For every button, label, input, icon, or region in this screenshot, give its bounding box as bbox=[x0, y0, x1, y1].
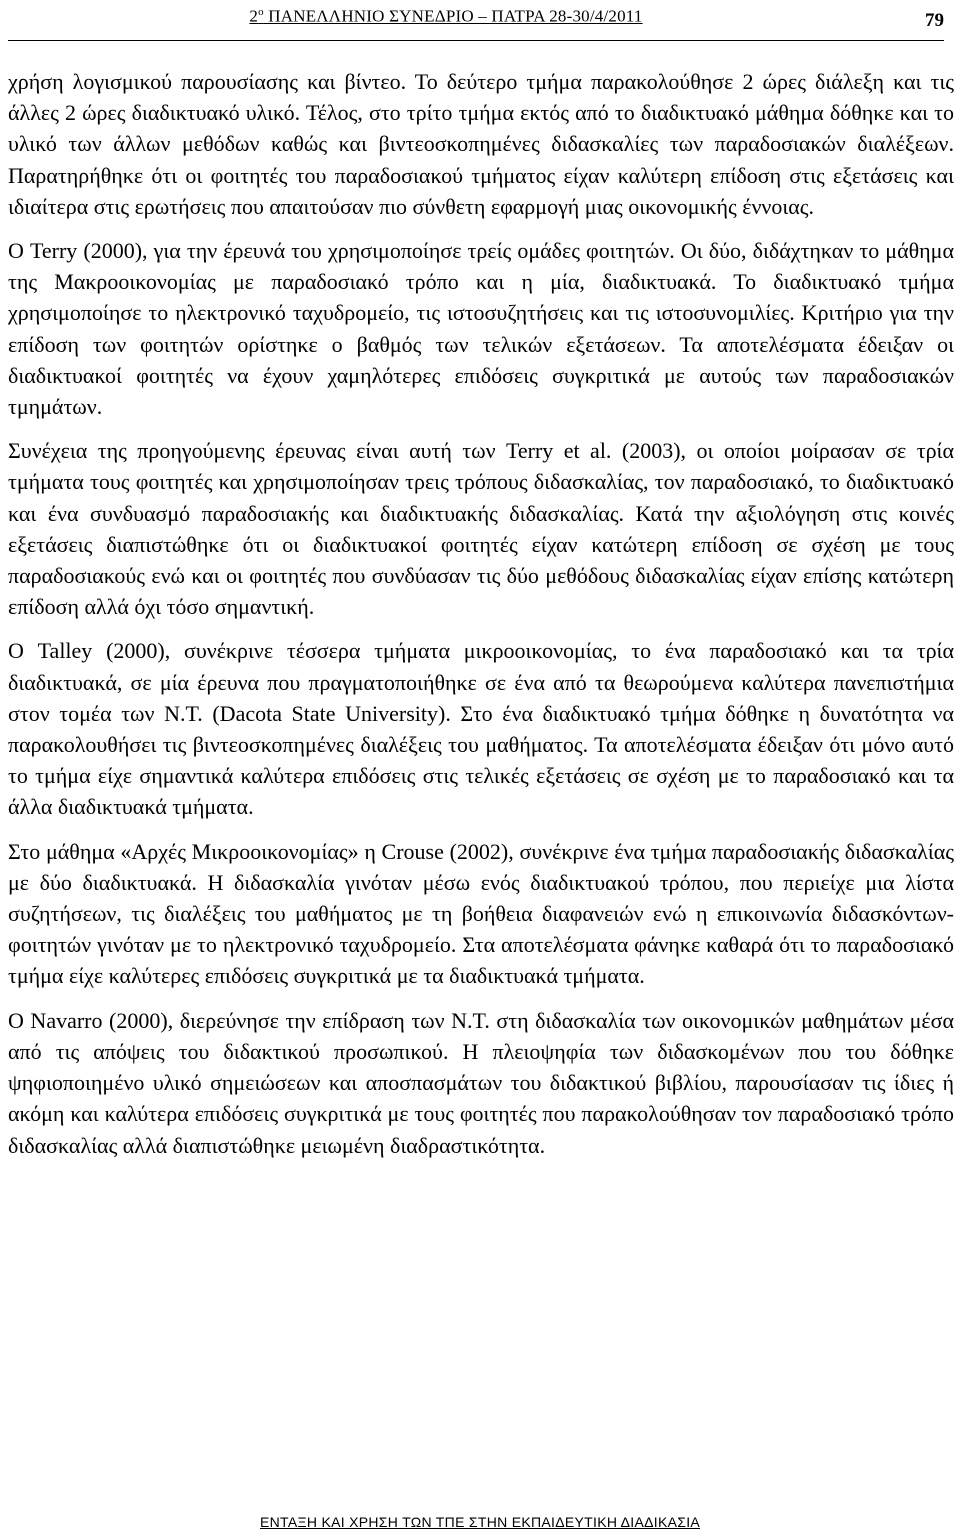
paragraph-1: χρήση λογισμικού παρουσίασης και βίντεο. Το δεύτερο τμήμα παρακολούθησε 2 ώρες διάλεξη και τις άλλες 2 ώρες διαδικτυακό υλικό. Τέλος, στο τρίτο τμήμα εκτός από το διαδικτυακό μάθημα δόθηκε και το υλικό των άλλων μεθόδων καθώς και βιντεοσκοπημένες διδασκαλίες των παραδοσιακών διαλέξεων. Παρατηρήθηκε ότι οι φοιτητές του παραδοσιακού τμήματος είχαν καλύτερη επίδοση στις εξετάσεις και ιδιαίτερα στις ερωτήσεις που απαιτούσαν πιο σύνθετη εφαρμογή μιας οικονομικής έννοιας. bbox=[8, 69, 954, 219]
body-text bbox=[8, 66, 954, 1174]
header-divider bbox=[8, 40, 944, 41]
paragraph-2: Ο Terry (2000), για την έρευνά του χρησιμοποίησε τρείς ομάδες φοιτητών. Οι δύο, διδάχτηκαν το μάθημα της Μακροοικονομίας με παραδοσιακό τρόπο και η μία, διαδικτυακά. Το διαδικτυακό τμήμα χρησιμοποίησε το ηλεκτρονικό ταχυδρομείο, τις ιστοσυζητήσεις και τις ιστοσυνομιλίες. Κριτήριο για την επίδοση των φοιτητών ορίστηκε ο βαθμός των τελικών εξετάσεων. Τα αποτελέσματα έδειξαν οι διαδικτυακοί φοιτητές να έχουν χαμηλότερες επιδόσεις συγκριτικά με αυτούς των παραδοσιακών τμημάτων. bbox=[8, 238, 954, 420]
page-number: 79 bbox=[925, 10, 944, 31]
paragraph-3: Συνέχεια της προηγούμενης έρευνας είναι αυτή των Terry et al. (2003), οι οποίοι μοίρασαν σε τρία τμήματα τους φοιτητές και χρησιμοποίησαν τρεις τρόπους διδασκαλίας, τον παραδοσιακό, το διαδικτυακό και ένα συνδυασμό παραδοσιακής και διαδικτυακής διδασκαλίας. Κατά την αξιολόγηση στις κοινές εξετάσεις διαπιστώθηκε ότι οι διαδικτυακοί φοιτητές είχαν κατώτερη επίδοση σε σχέση με τους παραδοσιακούς ενώ και οι φοιτητές που συνδύασαν τις δύο μεθόδους διδασκαλίας είχαν επίσης κατώτερη επίδοση αλλά όχι τόσο σημαντική. bbox=[8, 438, 954, 620]
paragraph-6: Ο Navarro (2000), διερεύνησε την επίδραση των Ν.Τ. στη διδασκαλία των οικονομικών μαθημάτων μέσα από τις απόψεις του διδακτικού προσωπικού. Η πλειοψηφία των διδασκομένων που του δόθηκε ψηφιοποιημένο υλικό σημειώσεων και αποσπασμάτων του διδακτικού βιβλίου, παρουσίασαν τις ίδιες ή ακόμη και καλύτερα επιδόσεις συγκριτικά με τους φοιτητές που παρακολούθησαν τον παραδοσιακό τρόπο διδασκαλίας αλλά διαπιστώθηκε μειωμένη διαδραστικότητα. bbox=[8, 1007, 954, 1158]
conference-ordinal-suffix: ο bbox=[258, 6, 264, 18]
page-header bbox=[8, 4, 944, 34]
paragraph-5: Στο μάθημα «Αρχές Μικροοικονομίας» η Crouse (2002), συνέκρινε ένα τμήμα παραδοσιακής διδασκαλίας με δύο διαδικτυακά. Η διδασκαλία γινόταν μέσω ενός διαδικτυακού τρόπου, που περιείχε μια λίστα συζητήσεων, τις διαλέξεις του μαθήματος με τη βοήθεια διαφανειών ενώ η επικοινωνία διδασκόντων-φοιτητών γινόταν με το ηλεκτρονικό ταχυδρομείο. Στα αποτελέσματα φάνηκε καθαρά ότι το παραδοσιακό τμήμα είχε καλύτερες επιδόσεις συγκριτικά με τα διαδικτυακά τμήματα. bbox=[8, 838, 954, 989]
conference-title bbox=[8, 6, 884, 27]
conference-name: ΠΑΝΕΛΛΗΝΙΟ ΣΥΝΕΔΡΙΟ – ΠΑΤΡΑ 28-30/4/2011 bbox=[263, 6, 643, 26]
page-footer: ΕΝΤΑΞΗ ΚΑΙ ΧΡΗΣΗ ΤΩΝ ΤΠΕ ΣΤΗΝ ΕΚΠΑΙΔΕΥΤΙΚΗ ΔΙΑΔΙΚΑΣΙΑ bbox=[259, 1514, 701, 1530]
conference-ordinal: 2 bbox=[249, 6, 259, 26]
paragraph-4: Ο Talley (2000), συνέκρινε τέσσερα τμήματα μικροοικονομίας, το ένα παραδοσιακό και τα τρία διαδικτυακά, σε μία έρευνα που πραγματοποιήθηκε σε ένα από τα θεωρούμενα καλύτερα πανεπιστήμια στον τομέα των Ν.Τ. (Dacota State University). Στο ένα διαδικτυακό τμήμα δόθηκε η δυνατότητα να παρακολουθήσει τις βιντεοσκοπημένες διαλέξεις του μαθήματος. Τα αποτελέσματα έδειξαν ότι μόνο αυτό το τμήμα είχε σημαντικά καλύτερα επιδόσεις στις τελικές εξετάσεις σε σχέση με το παραδοσιακό και τα άλλα διαδικτυακά τμήματα. bbox=[8, 638, 954, 820]
